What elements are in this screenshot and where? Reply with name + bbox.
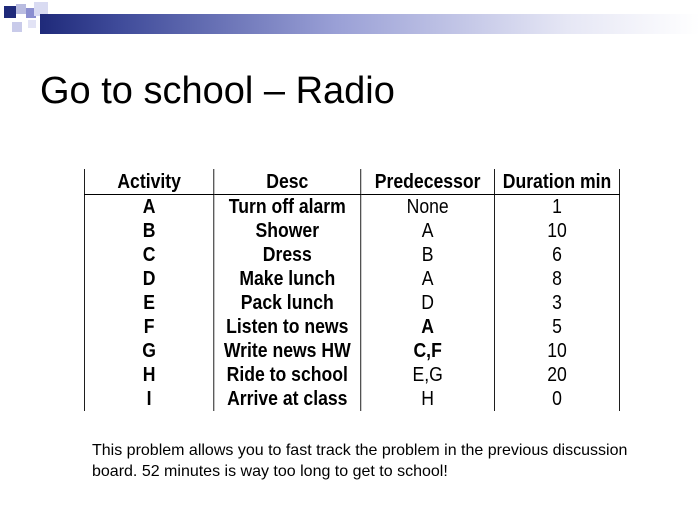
cell-activity: G xyxy=(84,339,213,363)
decor-square xyxy=(4,6,16,18)
cell-desc: Listen to news xyxy=(214,315,361,339)
table-row xyxy=(84,363,619,387)
decor-square xyxy=(28,20,36,28)
cell-activity: B xyxy=(84,219,213,243)
table-row xyxy=(84,291,619,315)
cell-duration: 1 xyxy=(495,195,620,220)
table-header-row xyxy=(84,169,619,195)
cell-duration: 20 xyxy=(495,363,620,387)
header-desc: Desc xyxy=(214,169,361,195)
cell-activity: D xyxy=(84,267,213,291)
cell-duration: 10 xyxy=(495,219,620,243)
activity-table xyxy=(84,169,620,411)
cell-activity: F xyxy=(84,315,213,339)
slide-title: Go to school – Radio xyxy=(40,70,395,112)
cell-predecessor: E,G xyxy=(361,363,495,387)
cell-predecessor: A xyxy=(361,315,495,339)
cell-predecessor: D xyxy=(361,291,495,315)
header-predecessor: Predecessor xyxy=(361,169,495,195)
cell-duration: 10 xyxy=(495,339,620,363)
decor-square xyxy=(12,22,22,32)
cell-predecessor: A xyxy=(361,219,495,243)
cell-duration: 5 xyxy=(495,315,620,339)
cell-desc: Shower xyxy=(214,219,361,243)
table-row xyxy=(84,315,619,339)
cell-predecessor: H xyxy=(361,387,495,411)
cell-duration: 3 xyxy=(495,291,620,315)
cell-activity: C xyxy=(84,243,213,267)
footer-description: This problem allows you to fast track the problem in the previous discussion board. 52 minutes is way too long to get to school! xyxy=(92,442,628,480)
cell-activity: A xyxy=(84,195,213,220)
table-row xyxy=(84,267,619,291)
title-bar-gradient xyxy=(40,14,700,34)
table-row xyxy=(84,387,619,411)
cell-desc: Pack lunch xyxy=(214,291,361,315)
cell-desc: Ride to school xyxy=(214,363,361,387)
cell-desc: Make lunch xyxy=(214,267,361,291)
cell-activity: E xyxy=(84,291,213,315)
cell-desc: Write news HW xyxy=(214,339,361,363)
table-row xyxy=(84,195,619,220)
table-row xyxy=(84,219,619,243)
cell-duration: 6 xyxy=(495,243,620,267)
cell-predecessor: C,F xyxy=(361,339,495,363)
cell-desc: Arrive at class xyxy=(214,387,361,411)
header-duration: Duration min xyxy=(495,169,620,195)
table-row xyxy=(84,339,619,363)
cell-desc: Turn off alarm xyxy=(214,195,361,220)
cell-activity: I xyxy=(84,387,213,411)
cell-activity: H xyxy=(84,363,213,387)
cell-desc: Dress xyxy=(214,243,361,267)
cell-predecessor: B xyxy=(361,243,495,267)
table-row xyxy=(84,243,619,267)
decor-square xyxy=(16,4,26,14)
cell-predecessor: None xyxy=(361,195,495,220)
cell-duration: 8 xyxy=(495,267,620,291)
cell-duration: 0 xyxy=(495,387,620,411)
header-activity: Activity xyxy=(84,169,213,195)
cell-predecessor: A xyxy=(361,267,495,291)
